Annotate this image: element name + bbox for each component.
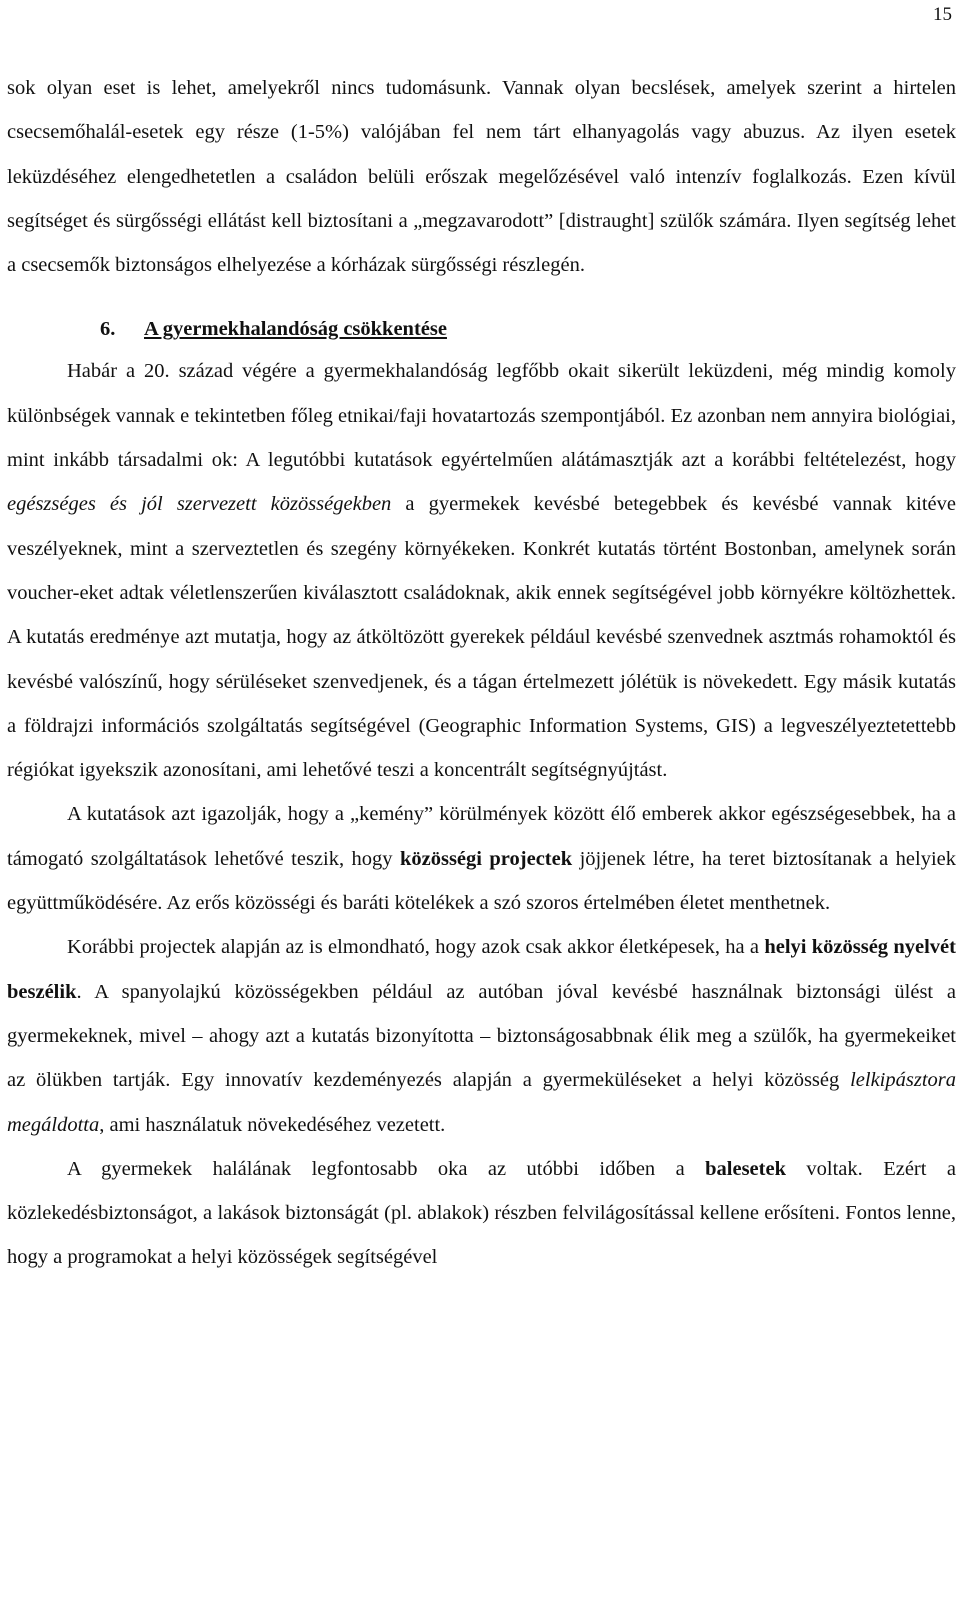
bold-emphasis: helyi közösség nyelvét beszélik	[7, 936, 956, 1003]
text-run: jöjjenek létre, ha teret biztosítanak a helyiek együttműködésére. Az erős közösségi és baráti kötelékek a szó szoros értelmében életet menthetnek.	[7, 847, 956, 915]
text-run: voltak. Ezért a közlekedésbiztonságot, a lakások biztonságát (pl. ablakok) részben felvilágosítással kellene erősíteni. Fontos lenne, hogy a programokat a helyi közösségek segítségével	[7, 1157, 956, 1269]
text-run: Korábbi projectek alapján az is elmondható, hogy azok csak akkor életképesek, ha a	[67, 936, 765, 959]
text-run: a gyermekek kevésbé betegebbek és kevésbé vannak kitéve veszélyeknek, mint a szerveztetlen és szegény környékeken. Konkrét kutatás történt Bostonban, amelynek során voucher-eket adtak véletlenszerűen kiválasztott családoknak, akik ennek segítségével jobb környékre költözhettek. A kutatás eredménye azt mutatja, hogy az átköltözött gyerekek például kevésbé szenvednek asztmás rohamoktól és kevésbé valószínű, hogy sérüléseket szenvedjenek, és a tágan értelmezett jólétük is növekedett. Egy másik kutatás a földrajzi információs szolgáltatás segítségével (Geographic Information Systems, GIS) a legveszélyeztetettebb régiókat igyekszik azonosítani, ami lehetővé teszi a koncentrált segítségnyújtást.	[7, 493, 956, 782]
section-number: 6.	[100, 318, 116, 341]
paragraph-community-projects	[7, 792, 956, 925]
paragraph-child-mortality	[7, 349, 956, 792]
text-run: Habár a 20. század végére a gyermekhalandóság legfőbb okait sikerült leküzdeni, még mindig komoly különbségek vannak e tekintetben főleg etnikai/faji hovatartozás szempontjából. Ez azonban nem annyira biológiai, mint inkább társadalmi ok: A legutóbbi kutatások egyértelműen alátámasztják azt a korábbi feltételezést, hogy	[7, 360, 956, 472]
italic-emphasis: egészséges és jól szervezett közösségekben	[7, 493, 392, 516]
section-title: A gyermekhalandóság csökkentése	[144, 318, 447, 341]
text-run: sok olyan eset is lehet, amelyekről nincs tudomásunk. Vannak olyan becslések, amelyek szerint a hirtelen csecsemőhalál-esetek egy része (1-5%) valójában fel nem tárt elhanyagolás vagy abuzus. Az ilyen esetek leküzdéséhez elengedhetetlen a családon belüli erőszak megelőzésével való intenzív foglalkozás. Ezen kívül segítséget és sürgősségi ellátást kell biztosítani a „megzavarodott” [distraught] szülők számára. Ilyen segítség lehet a csecsemők biztonságos elhelyezése a kórházak sürgősségi részlegén.	[7, 77, 956, 277]
paragraph-accidents	[7, 1147, 956, 1280]
bold-emphasis: közösségi projectek	[399, 847, 573, 870]
text-run: , ami használatuk növekedéséhez vezetett.	[99, 1113, 446, 1136]
italic-emphasis: lelkipásztora megáldotta	[7, 1069, 956, 1136]
text-run: A gyermekek halálának legfontosabb oka az utóbbi időben a	[67, 1157, 706, 1180]
paragraph-continuation	[7, 66, 956, 287]
text-run: A kutatások azt igazolják, hogy a „kemény” körülmények között élő emberek akkor egészségesebbek, ha a támogató szolgáltatások lehetővé teszik, hogy	[7, 803, 956, 870]
bold-emphasis: balesetek	[705, 1157, 786, 1180]
document-body	[7, 66, 956, 1280]
text-run: . A spanyolajkú közösségekben például az autóban jóval kevésbé használnak biztonsági ülést a gyermekeknek, mivel – ahogy azt a kutatás bizonyította – biztonságosabbnak élik meg a szülők, ha gyermekeiket az ölükben tartják. Egy innovatív kezdeményezés alapján a gyermeküléseket a helyi közösség	[7, 980, 956, 1092]
paragraph-local-language	[7, 925, 956, 1146]
section-heading	[7, 309, 956, 349]
page-number: 15	[933, 4, 952, 25]
